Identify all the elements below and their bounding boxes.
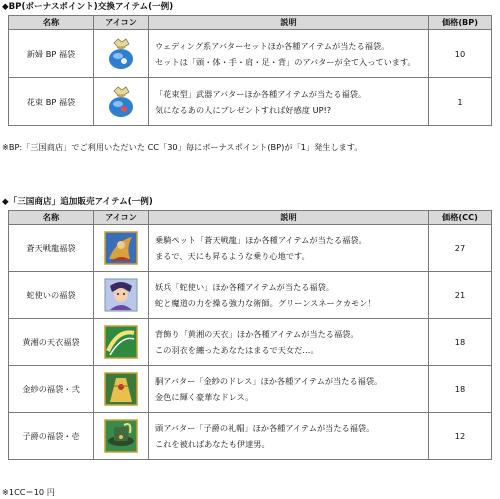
item-price: 18 — [429, 366, 492, 413]
item-desc-line-1: 「花束型」武器アバターほか各種アイテムが当たる福袋。 — [155, 88, 367, 99]
cc-note: ※1CC＝10 円 — [2, 487, 55, 497]
golden-dress-icon — [104, 372, 138, 406]
dragon-rider-icon — [104, 231, 138, 265]
item-desc-line-1: ウェディング系アバターセットほか各種アイテムが当たる福袋。 — [155, 40, 390, 51]
item-desc-line-2: 気になるあの人にプレゼントすれば好感度 UP!? — [155, 104, 332, 115]
item-name: 蒼天戦龍福袋 — [9, 225, 94, 272]
item-desc-line-2: まるで、天にも昇るような乗り心地です。 — [155, 251, 310, 261]
viscount-hat-icon — [104, 419, 138, 453]
item-price: 1 — [429, 78, 492, 126]
table-row — [9, 225, 492, 272]
table-row — [9, 78, 492, 126]
col-header-name: 名称 — [9, 211, 94, 225]
item-price: 27 — [429, 225, 492, 272]
blue-lucky-bag-icon — [104, 85, 138, 119]
bp-items-table — [8, 15, 492, 126]
item-price: 12 — [429, 413, 492, 460]
item-name: 蛇使いの福袋 — [9, 272, 94, 319]
table-header-row — [9, 16, 492, 30]
table-row — [9, 366, 492, 413]
item-name: 黄湘の天衣福袋 — [9, 319, 94, 366]
section-2-title: ◆「三国商店」追加販売アイテム(一例) — [2, 197, 153, 207]
table-row — [9, 413, 492, 460]
bp-note: ※BP:「三国商店」でご利用いただいた CC「30」毎にボーナスポイント(BP)が「1」発生します。 — [2, 142, 363, 152]
item-desc-line-2: セットは「頭・体・手・肩・足・背」のアバターが全て入っています。 — [155, 56, 416, 67]
table-row — [9, 319, 492, 366]
heavenly-robe-icon — [104, 325, 138, 359]
item-desc-line-1: 頭アバター「子爵の礼帽」ほか各種アイテムが当たる福袋。 — [155, 423, 375, 433]
item-desc-line-1: 背飾り「黄湘の天衣」ほか各種アイテムが当たる福袋。 — [155, 329, 359, 339]
item-name: 子爵の福袋・壱 — [9, 413, 94, 460]
item-desc-line-2: この羽衣を纏ったあなたはまるで天女だ…。 — [155, 345, 319, 355]
snake-charmer-icon — [104, 278, 138, 312]
item-desc-line-1: 乗騎ペット「蒼天戦龍」ほか各種アイテムが当たる福袋。 — [155, 235, 367, 245]
item-name: 新婦 BP 福袋 — [9, 30, 94, 78]
table-header-row — [9, 211, 492, 225]
item-name: 花束 BP 福袋 — [9, 78, 94, 126]
col-header-icon: アイコン — [94, 211, 149, 225]
table-row — [9, 30, 492, 78]
item-price: 21 — [429, 272, 492, 319]
item-price: 10 — [429, 30, 492, 78]
col-header-icon: アイコン — [94, 16, 149, 30]
shop-items-table — [8, 210, 492, 460]
table-row — [9, 272, 492, 319]
col-header-price: 価格(BP) — [429, 16, 492, 30]
col-header-price: 価格(CC) — [429, 211, 492, 225]
item-price: 18 — [429, 319, 492, 366]
col-header-name: 名称 — [9, 16, 94, 30]
item-desc-line-1: 妖兵「蛇使い」ほか各種アイテムが当たる福袋。 — [155, 282, 334, 292]
item-desc-line-2: 金色に輝く豪華なドレス。 — [155, 392, 254, 402]
item-desc-line-1: 胴アバター「金紗のドレス」ほか各種アイテムが当たる福袋。 — [155, 376, 383, 386]
item-name: 金紗の福袋・弐 — [9, 366, 94, 413]
item-desc-line-2: 蛇と魔道の力を操る強力な術師。グリーンスネークカモン！ — [155, 298, 376, 308]
section-1-title: ◆BP(ボーナスポイント)交換アイテム(一例) — [2, 2, 174, 12]
item-desc-line-2: これを被ればあなたも伊達男。 — [155, 439, 270, 449]
col-header-desc: 説明 — [149, 211, 429, 225]
blue-lucky-bag-icon — [104, 37, 138, 71]
col-header-desc: 説明 — [149, 16, 429, 30]
